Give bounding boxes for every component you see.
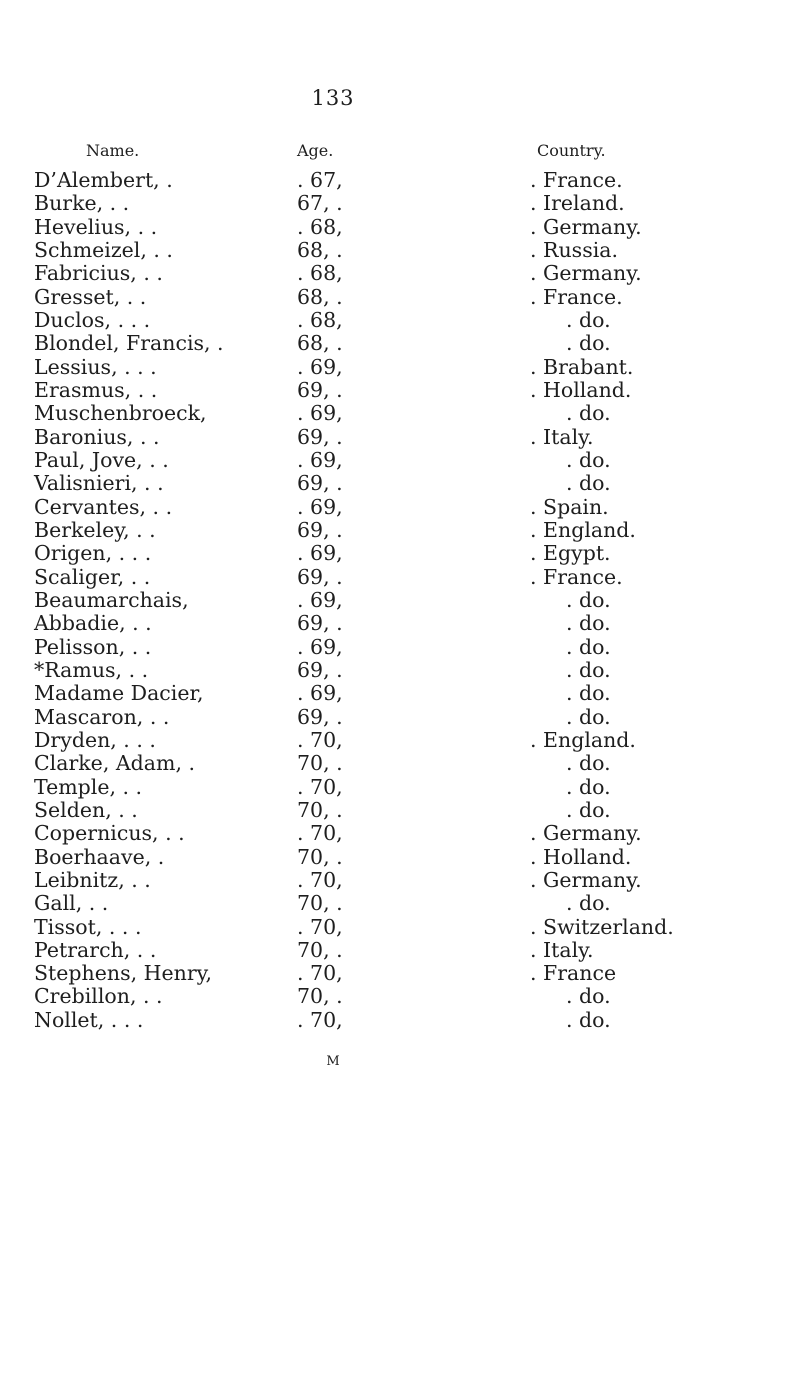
country: . do. xyxy=(566,401,611,426)
country: . do. xyxy=(566,657,611,682)
table-row xyxy=(0,846,800,869)
age-at-death: 68, . xyxy=(297,284,343,309)
country: . Switzerland. xyxy=(530,914,674,939)
country: . Germany. xyxy=(530,261,642,286)
person-name: Tissot, . . . xyxy=(34,914,142,939)
table-row xyxy=(0,776,800,799)
country: . do. xyxy=(566,634,611,659)
table-row xyxy=(0,659,800,682)
age-at-death: . 69, xyxy=(297,494,343,519)
person-name: Petrarch, . . xyxy=(34,937,157,962)
age-at-death: . 69, xyxy=(297,587,343,612)
person-name: Hevelius, . . xyxy=(34,214,158,239)
age-at-death: . 67, xyxy=(297,168,343,192)
country: . Ireland. xyxy=(530,191,625,216)
country: . do. xyxy=(566,751,611,776)
country: . do. xyxy=(566,797,611,822)
person-name: Boerhaave, . xyxy=(34,844,165,869)
table-row xyxy=(0,239,800,262)
country: . Russia. xyxy=(530,237,619,262)
age-at-death: . 70, xyxy=(297,727,343,752)
age-at-death: . 68, xyxy=(297,261,343,286)
country: . Brabant. xyxy=(530,354,634,379)
table-row xyxy=(0,262,800,285)
age-at-death: . 69, xyxy=(297,354,343,379)
country: . Italy. xyxy=(530,424,594,449)
table-row xyxy=(0,636,800,659)
country: . Holland. xyxy=(530,844,632,869)
country: . France. xyxy=(530,564,623,589)
table-row xyxy=(0,286,800,309)
table-row xyxy=(0,706,800,729)
age-at-death: 69, . xyxy=(297,424,343,449)
age-at-death: . 69, xyxy=(297,681,343,706)
table-row xyxy=(0,1009,800,1032)
person-name: Clarke, Adam, . xyxy=(34,751,195,776)
age-at-death: . 68, xyxy=(297,307,343,332)
age-at-death: 70, . xyxy=(297,797,343,822)
age-at-death: 68, . xyxy=(297,331,343,356)
age-at-death: . 69, xyxy=(297,401,343,426)
country: . Italy. xyxy=(530,937,594,962)
age-at-death: . 70, xyxy=(297,961,343,986)
age-at-death: . 70, xyxy=(297,821,343,846)
country: . do. xyxy=(566,307,611,332)
table-row xyxy=(0,426,800,449)
person-name: Crebillon, . . xyxy=(34,984,163,1009)
country: . Germany. xyxy=(530,821,642,846)
age-at-death: . 69, xyxy=(297,541,343,566)
age-at-death: 69, . xyxy=(297,471,343,496)
age-at-death: 69, . xyxy=(297,611,343,636)
country: . Germany. xyxy=(530,214,642,239)
country: . England. xyxy=(530,727,636,752)
table-row xyxy=(0,985,800,1008)
country: . do. xyxy=(566,587,611,612)
table-row xyxy=(0,309,800,332)
age-at-death: 69, . xyxy=(297,704,343,729)
age-at-death: . 68, xyxy=(297,214,343,239)
table-row xyxy=(0,612,800,635)
person-name: Duclos, . . . xyxy=(34,307,151,332)
table-row xyxy=(0,939,800,962)
person-name: Abbadie, . . xyxy=(34,611,152,636)
person-name: Madame Dacier, xyxy=(34,681,204,706)
age-at-death: 69, . xyxy=(297,564,343,589)
table-row xyxy=(0,799,800,822)
age-at-death: . 70, xyxy=(297,1007,343,1032)
person-name: Nollet, . . . xyxy=(34,1007,144,1032)
person-name: Lessius, . . . xyxy=(34,354,157,379)
table-row xyxy=(0,496,800,519)
country: . do. xyxy=(566,891,611,916)
age-at-death: 69, . xyxy=(297,657,343,682)
person-name: Baronius, . . xyxy=(34,424,160,449)
table-row xyxy=(0,752,800,775)
person-name: Erasmus, . . xyxy=(34,377,158,402)
country: . Holland. xyxy=(530,377,632,402)
table-row xyxy=(0,192,800,215)
person-name: Leibnitz, . . xyxy=(34,867,151,892)
person-name: Scaliger, . . xyxy=(34,564,151,589)
table-row xyxy=(0,589,800,612)
person-name: Pelisson, . . xyxy=(34,634,152,659)
table-row xyxy=(0,332,800,355)
country: . do. xyxy=(566,984,611,1009)
age-at-death: 70, . xyxy=(297,937,343,962)
table-row xyxy=(0,962,800,985)
person-name: Cervantes, . . xyxy=(34,494,173,519)
table-row xyxy=(0,449,800,472)
person-name: D’Alembert, . xyxy=(34,168,173,192)
person-name: Blondel, Francis, . xyxy=(34,331,224,356)
age-at-death: . 70, xyxy=(297,774,343,799)
table-row xyxy=(0,402,800,425)
table-row xyxy=(0,216,800,239)
person-name: Beaumarchais, xyxy=(34,587,189,612)
table-row xyxy=(0,542,800,565)
age-at-death: 69, . xyxy=(297,517,343,542)
country: . England. xyxy=(530,517,636,542)
age-at-death: 68, . xyxy=(297,237,343,262)
table-row xyxy=(0,472,800,495)
table-row xyxy=(0,169,800,192)
age-at-death: 67, . xyxy=(297,191,343,216)
column-headers xyxy=(0,141,800,167)
country: . do. xyxy=(566,447,611,472)
age-at-death: 70, . xyxy=(297,844,343,869)
person-name: Temple, . . xyxy=(34,774,143,799)
table-row xyxy=(0,892,800,915)
country: . do. xyxy=(566,331,611,356)
country: . do. xyxy=(566,1007,611,1032)
age-at-death: 70, . xyxy=(297,751,343,776)
age-at-death: . 69, xyxy=(297,634,343,659)
header-name: Name. xyxy=(86,141,140,160)
table-row xyxy=(0,822,800,845)
country: . do. xyxy=(566,611,611,636)
country: . do. xyxy=(566,774,611,799)
age-at-death: 69, . xyxy=(297,377,343,402)
header-age: Age. xyxy=(297,141,334,160)
country: . France xyxy=(530,961,617,986)
person-name: Gall, . . xyxy=(34,891,109,916)
country: . France. xyxy=(530,284,623,309)
signature-mark: M xyxy=(326,1054,340,1069)
person-name: Stephens, Henry, xyxy=(34,961,213,986)
age-table xyxy=(0,169,800,1032)
page-number: 133 xyxy=(311,86,355,110)
person-name: Selden, . . xyxy=(34,797,138,822)
table-row xyxy=(0,729,800,752)
person-name: Berkeley, . . xyxy=(34,517,156,542)
table-row xyxy=(0,682,800,705)
table-row xyxy=(0,379,800,402)
person-name: Valisnieri, . . xyxy=(34,471,164,496)
person-name: Schmeizel, . . xyxy=(34,237,173,262)
person-name: Fabricius, . . xyxy=(34,261,163,286)
person-name: Gresset, . . xyxy=(34,284,147,309)
header-country: Country. xyxy=(537,141,606,160)
country: . do. xyxy=(566,704,611,729)
age-at-death: . 70, xyxy=(297,914,343,939)
country: . Spain. xyxy=(530,494,609,519)
age-at-death: 70, . xyxy=(297,891,343,916)
table-row xyxy=(0,869,800,892)
person-name: Origen, . . . xyxy=(34,541,152,566)
age-at-death: 70, . xyxy=(297,984,343,1009)
person-name: *Ramus, . . xyxy=(34,657,149,682)
person-name: Dryden, . . . xyxy=(34,727,156,752)
country: . do. xyxy=(566,471,611,496)
person-name: Copernicus, . . xyxy=(34,821,185,846)
person-name: Mascaron, . . xyxy=(34,704,170,729)
person-name: Muschenbroeck, xyxy=(34,401,207,426)
table-row xyxy=(0,519,800,542)
country: . France. xyxy=(530,168,623,192)
table-row xyxy=(0,356,800,379)
country: . Germany. xyxy=(530,867,642,892)
country: . do. xyxy=(566,681,611,706)
age-at-death: . 70, xyxy=(297,867,343,892)
person-name: Paul, Jove, . . xyxy=(34,447,169,472)
table-row xyxy=(0,916,800,939)
person-name: Burke, . . xyxy=(34,191,130,216)
table-row xyxy=(0,566,800,589)
country: . Egypt. xyxy=(530,541,611,566)
age-at-death: . 69, xyxy=(297,447,343,472)
